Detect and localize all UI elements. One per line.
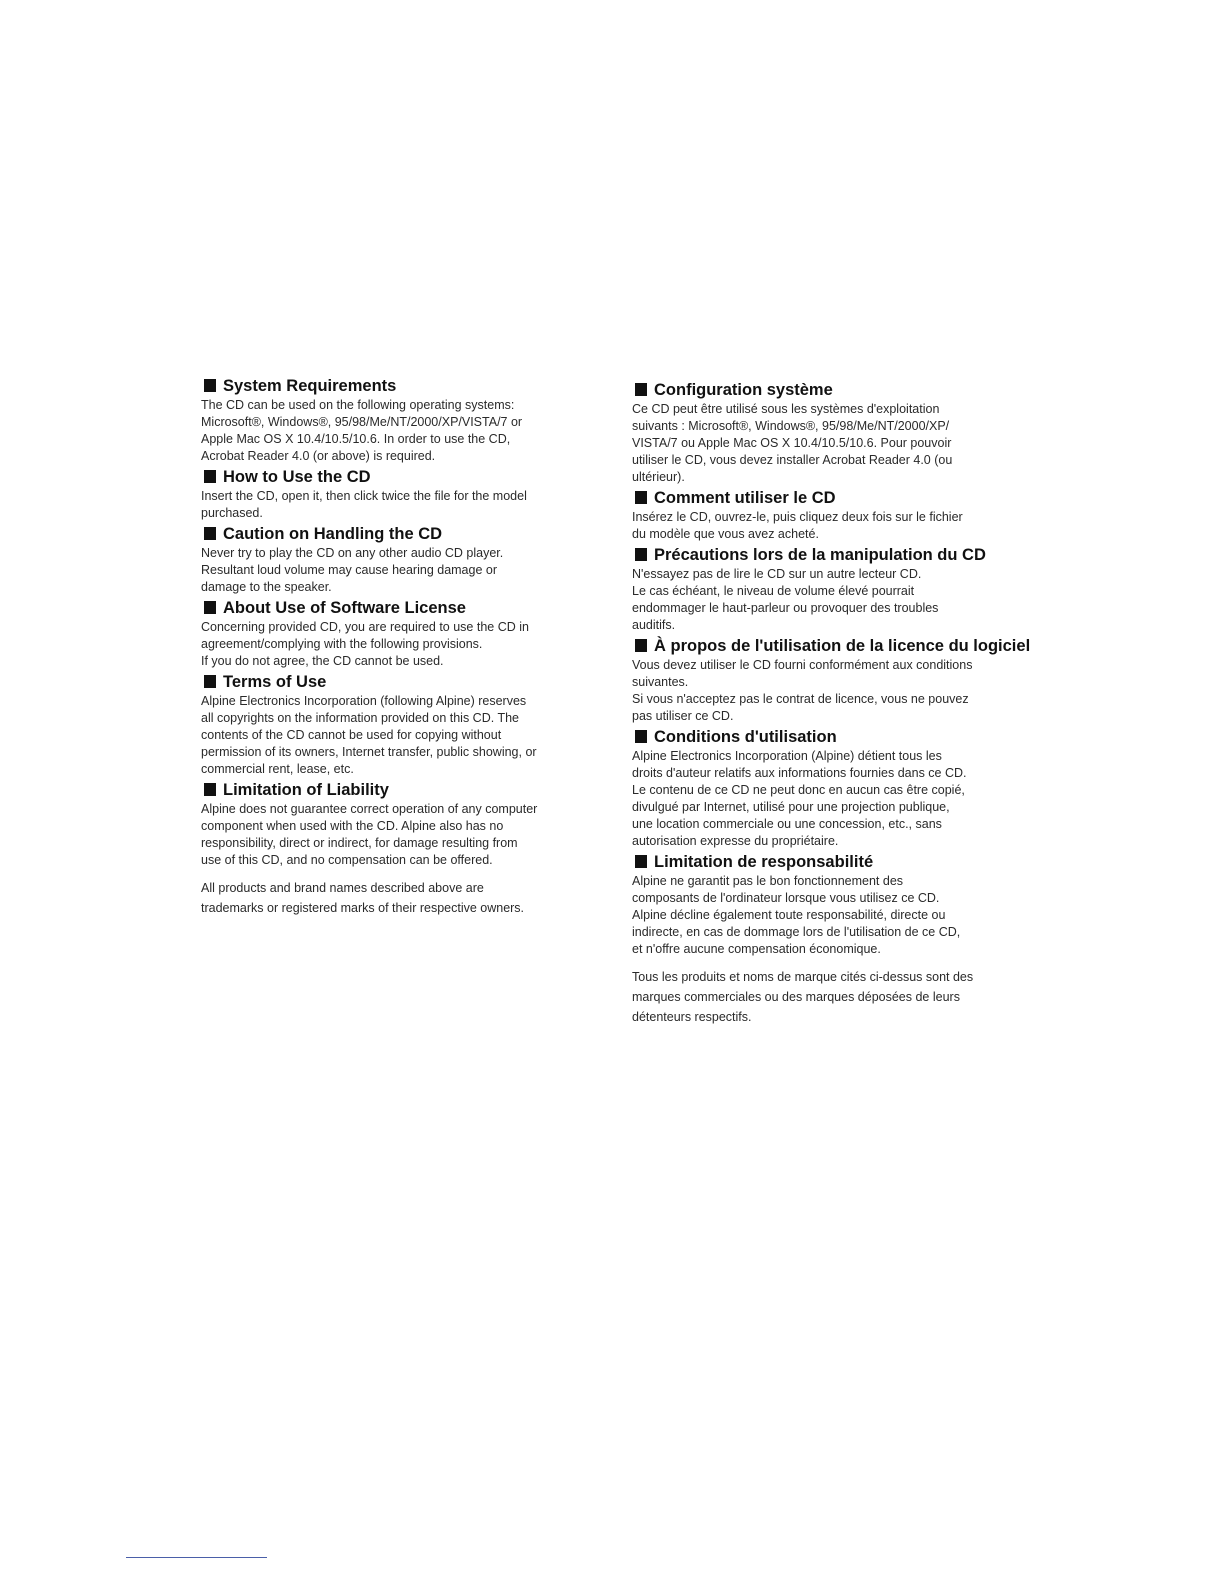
section-heading: À propos de l'utilisation de la licence du logiciel	[654, 637, 1031, 655]
section-heading: Conditions d'utilisation	[654, 728, 837, 746]
square-bullet-icon	[204, 601, 216, 614]
section-heading: System Requirements	[223, 377, 397, 395]
section-how-to-use	[201, 467, 599, 522]
section-system-requirements	[201, 376, 599, 465]
section-precautions	[632, 545, 1032, 634]
french-column	[632, 380, 1032, 1027]
square-bullet-icon	[635, 383, 647, 396]
section-body: Alpine Electronics Incorporation (Alpine) détient tous les droits d'auteur relatifs aux informations fournies dans ce CD. Le contenu de ce CD ne peut donc en aucun cas être copié, divulgué par Internet, utilisé pour une projection publique, une location commerciale ou une concession, etc., sans autorisation expresse du propriétaire.	[632, 749, 967, 848]
square-bullet-icon	[635, 855, 647, 868]
section-licence-logiciel	[632, 636, 1032, 725]
section-caution-handling	[201, 524, 599, 596]
section-heading: How to Use the CD	[223, 468, 371, 486]
section-body: Alpine ne garantit pas le bon fonctionnement des composants de l'ordinateur lorsque vous utilisez ce CD. Alpine décline également toute responsabilité, directe ou indirecte, en cas de dommage lors de l'utilisation de ce CD, et n'offre aucune compensation économique.	[632, 874, 961, 956]
section-heading: Caution on Handling the CD	[223, 525, 443, 543]
square-bullet-icon	[204, 470, 216, 483]
english-column	[201, 376, 599, 918]
section-body: Concerning provided CD, you are required to use the CD in agreement/complying with the following provisions. If you do not agree, the CD cannot be used.	[201, 620, 529, 668]
section-heading: Limitation de responsabilité	[654, 853, 874, 871]
square-bullet-icon	[204, 379, 216, 392]
square-bullet-icon	[204, 675, 216, 688]
section-body: N'essayez pas de lire le CD sur un autre lecteur CD. Le cas échéant, le niveau de volume élevé pourrait endommager le haut-parleur ou provoquer des troubles auditifs.	[632, 567, 939, 632]
trademark-notice: All products and brand names described above are trademarks or registered marks of their respective owners.	[201, 881, 525, 915]
section-heading: Précautions lors de la manipulation du CD	[654, 546, 986, 564]
section-terms-of-use	[201, 672, 599, 778]
square-bullet-icon	[635, 548, 647, 561]
square-bullet-icon	[635, 639, 647, 652]
section-configuration-systeme	[632, 380, 1032, 486]
square-bullet-icon	[635, 730, 647, 743]
section-body: Insérez le CD, ouvrez-le, puis cliquez deux fois sur le fichier du modèle que vous avez acheté.	[632, 510, 963, 541]
section-limitation-liability	[201, 780, 599, 869]
square-bullet-icon	[204, 527, 216, 540]
section-heading: Terms of Use	[223, 673, 327, 691]
section-body: Ce CD peut être utilisé sous les systèmes d'exploitation suivants : Microsoft®, Windows®, 95/98/Me/NT/2000/XP/ VISTA/7 ou Apple Mac OS X 10.4/10.5/10.6. Pour pouvoir utiliser le CD, vous devez installer Acrobat Reader 4.0 (ou ultérieur).	[632, 402, 953, 484]
square-bullet-icon	[635, 491, 647, 504]
section-body: Never try to play the CD on any other audio CD player. Resultant loud volume may cause hearing damage or damage to the speaker.	[201, 546, 504, 594]
section-software-license	[201, 598, 599, 670]
section-comment-utiliser	[632, 488, 1032, 543]
section-body: The CD can be used on the following operating systems: Microsoft®, Windows®, 95/98/Me/NT/2000/XP/VISTA/7 or Apple Mac OS X 10.4/10.5/10.6. In order to use the CD, Acrobat Reader 4.0 (or above) is required.	[201, 398, 523, 463]
section-body: Insert the CD, open it, then click twice the file for the model purchased.	[201, 489, 527, 520]
square-bullet-icon	[204, 783, 216, 796]
section-body: Alpine Electronics Incorporation (following Alpine) reserves all copyrights on the information provided on this CD. The contents of the CD cannot be used for copying without permission of its owners, Internet transfer, public showing, or commercial rent, lease, etc.	[201, 694, 537, 776]
footer-divider	[126, 1557, 267, 1558]
section-heading: Limitation of Liability	[223, 781, 389, 799]
section-body: Alpine does not guarantee correct operation of any computer component when used with the CD. Alpine also has no responsibility, direct or indirect, for damage resulting from use of this CD, and no compensation can be offered.	[201, 802, 538, 867]
section-limitation-responsabilite	[632, 852, 1032, 958]
section-heading: Comment utiliser le CD	[654, 489, 836, 507]
section-heading: About Use of Software License	[223, 599, 466, 617]
section-heading: Configuration système	[654, 381, 833, 399]
section-body: Vous devez utiliser le CD fourni conformément aux conditions suivantes. Si vous n'acceptez pas le contrat de licence, vous ne pouvez pas utiliser ce CD.	[632, 658, 973, 723]
section-conditions-utilisation	[632, 727, 1032, 850]
trademark-notice: Tous les produits et noms de marque cités ci-dessus sont des marques commerciales ou des marques déposées de leurs détenteurs respectifs.	[632, 970, 974, 1024]
